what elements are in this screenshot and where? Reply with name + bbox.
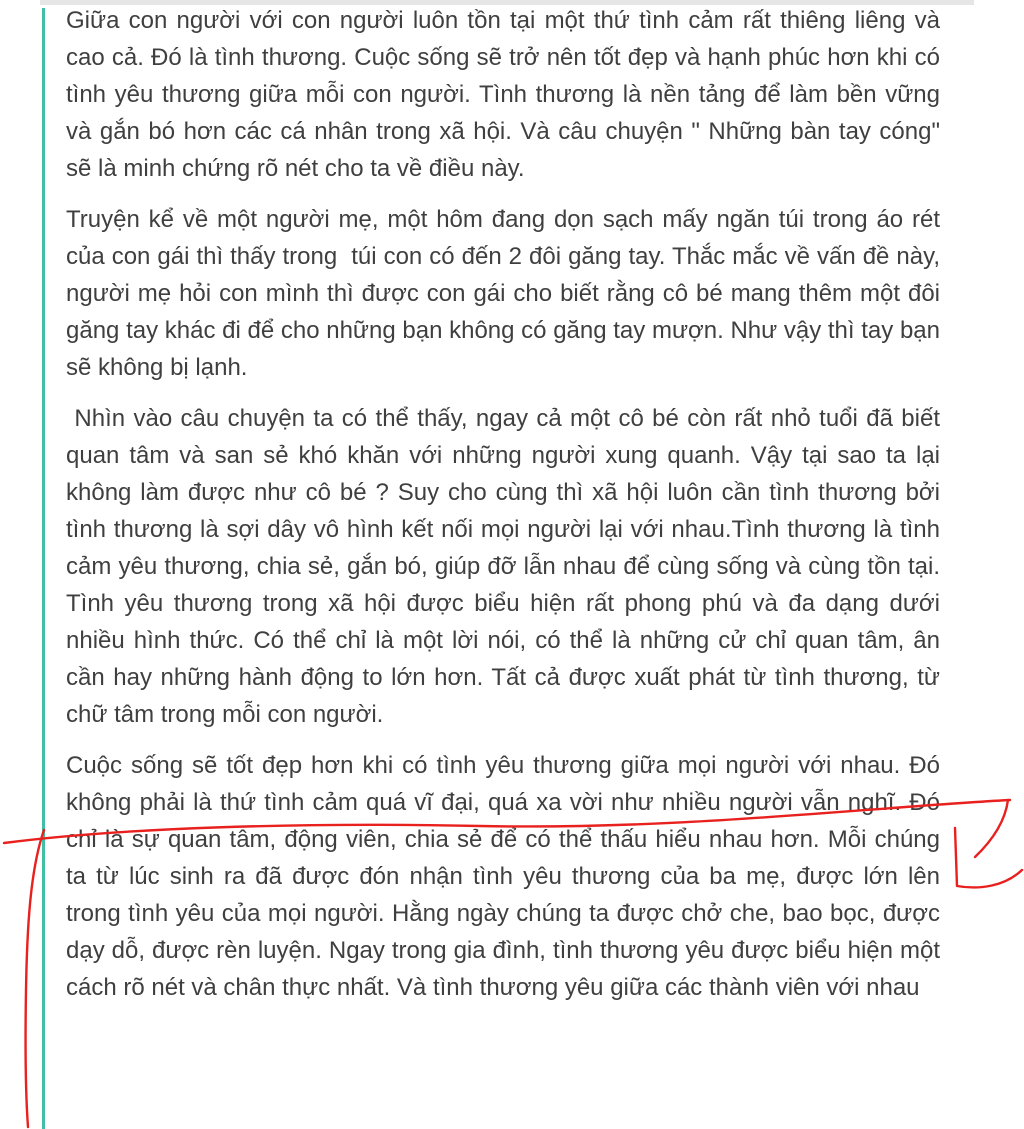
paragraph-analysis: Nhìn vào câu chuyện ta có thể thấy, ngay cả một cô bé còn rất nhỏ tuổi đã biết quan tâm và san sẻ khó khăn với những người xung quanh. Vậy tại sao ta lại không làm được như cô bé ? Suy cho cùng thì xã hội luôn cần tình thương bởi tình thương là sợi dây vô hình kết nối mọi người lại với nhau.Tình thương là tình cảm yêu thương, chia sẻ, gắn bó, giúp đỡ lẫn nhau để cùng sống và cùng tồn tại. Tình yêu thương trong xã hội được biểu hiện rất phong phú và đa dạng dưới nhiều hình thức. Có thể chỉ là một lời nói, có thể là những cử chỉ quan tâm, ân cần hay những hành động to lớn hơn. Tất cả được xuất phát từ tình thương, từ chữ tâm trong mỗi con người. <box>66 405 947 728</box>
annotation-right-hook <box>975 800 1008 857</box>
annotation-right-bracket <box>955 828 1022 887</box>
paragraph-story-summary: Truyện kể về một người mẹ, một hôm đang dọn sạch mấy ngăn túi trong áo rét của con gái thì thấy trong túi con có đến 2 đôi găng tay. Thắc mắc về vấn đề này, người mẹ hỏi con mình thì được con gái cho biết rằng cô bé mang thêm một đôi găng tay khác đi để cho những bạn không có găng tay mượn. Như vậy thì tay bạn sẽ không bị lạnh. <box>66 206 947 381</box>
paragraph-intro: Giữa con người với con người luôn tồn tại một thứ tình cảm rất thiêng liêng và cao cả. Đó là tình thương. Cuộc sống sẽ trở nên tốt đẹp và hạnh phúc hơn khi có tình yêu thương giữa mỗi con người. Tình thương là nền tảng để làm bền vững và gắn bó hơn các cá nhân trong xã hội. Và câu chuyện " Những bàn tay cóng" sẽ là minh chứng rõ nét cho ta về điều này. <box>66 7 947 182</box>
paragraph-highlighted: Cuộc sống sẽ tốt đẹp hơn khi có tình yêu thương giữa mọi người với nhau. Đó không phải là thứ tình cảm quá vĩ đại, quá xa vời như nhiều người vẫn nghĩ. Đó chỉ là sự quan tâm, động viên, chia sẻ để có thể thấu hiểu nhau hơn. Mỗi chúng ta từ lúc sinh ra đã được đón nhận tình yêu thương của ba mẹ, được lớn lên trong tình yêu của mọi người. Hằng ngày chúng ta được chở che, bao bọc, được dạy dỗ, được rèn luyện. Ngay trong gia đình, tình thương yêu được biểu hiện một cách rõ nét và chân thực nhất. Và tình thương yêu giữa các thành viên với nhau <box>66 752 947 1001</box>
article-body <box>66 2 947 1020</box>
blockquote-accent-bar <box>42 8 45 1129</box>
